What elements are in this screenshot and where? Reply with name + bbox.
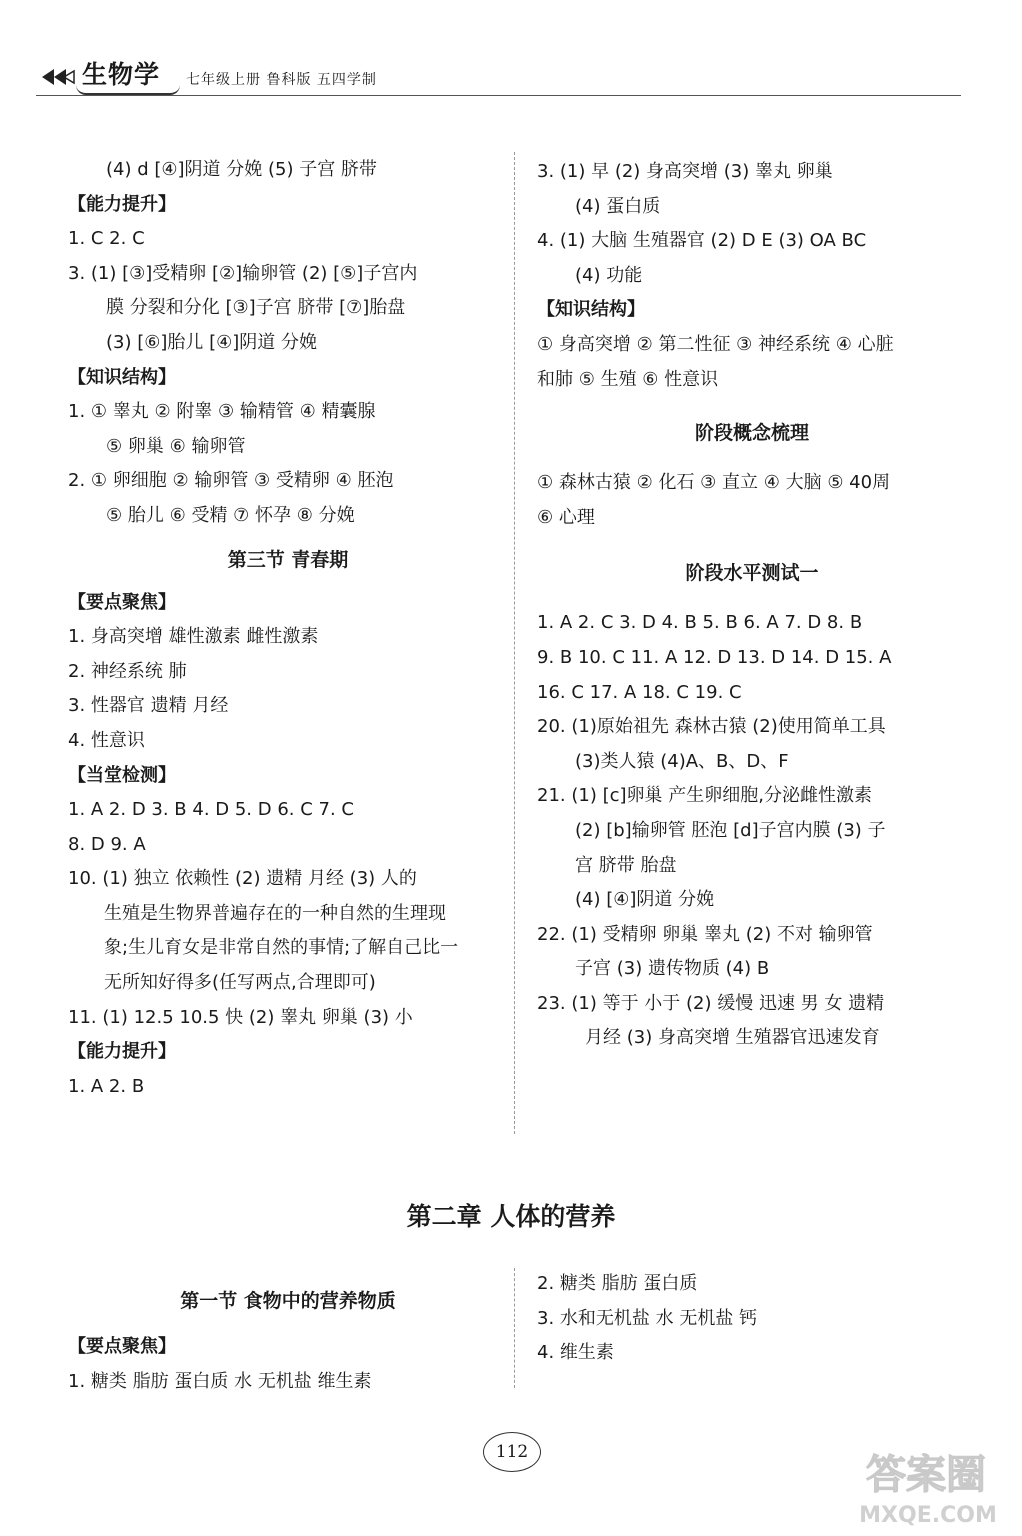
- section-heading: 【要点聚焦】: [68, 1336, 176, 1357]
- svg-text:答案圈: 答案圈: [866, 1452, 986, 1498]
- section-heading: 【知识结构】: [68, 366, 176, 388]
- section-title: 第三节 青春期: [227, 548, 349, 571]
- answer-line: 4. 性意识: [68, 729, 145, 751]
- right-column: [537, 155, 967, 1056]
- answer-line: 1. 身高突增 雄性激素 雌性激素: [68, 626, 319, 648]
- answer-line: 1. A 2. C 3. D 4. B 5. B 6. A 7. D 8. B: [537, 612, 863, 634]
- answer-line: ⑤ 胎儿 ⑥ 受精 ⑦ 怀孕 ⑧ 分娩: [106, 504, 355, 526]
- answer-line: 4. 维生素: [537, 1342, 614, 1364]
- answer-line: 8. D 9. A: [68, 833, 146, 855]
- header-rule: [36, 95, 961, 96]
- answer-line: ① 身高突增 ② 第二性征 ③ 神经系统 ④ 心脏: [537, 333, 894, 355]
- answer-line: 11. (1) 12.5 10.5 快 (2) 睾丸 卵巢 (3) 小: [68, 1006, 413, 1028]
- answer-line: 2. 神经系统 肺: [68, 660, 187, 682]
- answer-line: (4) d [④]阴道 分娩 (5) 子宫 脐带: [106, 159, 377, 180]
- answer-line: 21. (1) [c]卵巢 产生卵细胞,分泌雌性激素: [537, 785, 872, 807]
- chapter-title: 第二章 人体的营养: [406, 1202, 616, 1231]
- watermark-logo: [848, 1448, 1008, 1528]
- answer-line: 2. ① 卵细胞 ② 输卵管 ③ 受精卵 ④ 胚泡: [68, 470, 394, 492]
- answer-line: 生殖是生物界普遍存在的一种自然的生理现: [104, 902, 446, 924]
- page-header: [36, 55, 961, 97]
- section-title: 阶段水平测试一: [685, 562, 819, 585]
- bottom-right-column: [537, 1267, 967, 1371]
- answer-line: ⑤ 卵巢 ⑥ 输卵管: [106, 435, 246, 457]
- answer-line: 20. (1)原始祖先 森林古猿 (2)使用简单工具: [537, 716, 886, 738]
- answer-line: 3. 性器官 遗精 月经: [68, 695, 229, 717]
- answer-line: 3. (1) 早 (2) 身高突增 (3) 睾丸 卵巢: [537, 161, 833, 182]
- answer-line: 9. B 10. C 11. A 12. D 13. D 14. D 15. A: [537, 646, 892, 668]
- answer-line: 1. A 2. B: [68, 1075, 145, 1097]
- answer-line: 1. C 2. C: [68, 228, 145, 250]
- left-column: [68, 153, 508, 1104]
- answer-line: 和肺 ⑤ 生殖 ⑥ 性意识: [537, 368, 719, 390]
- answer-line: 2. 糖类 脂肪 蛋白质: [537, 1273, 698, 1294]
- section-heading: 【能力提升】: [68, 193, 176, 215]
- svg-text:MXQE.COM: MXQE.COM: [859, 1503, 997, 1528]
- bottom-left-column: [68, 1276, 508, 1399]
- section-heading: 【要点聚焦】: [68, 591, 176, 613]
- answer-line: 10. (1) 独立 依赖性 (2) 遗精 月经 (3) 人的: [68, 868, 417, 890]
- answer-line: 3. 水和无机盐 水 无机盐 钙: [537, 1307, 758, 1329]
- answer-line: 1. 糖类 脂肪 蛋白质 水 无机盐 维生素: [68, 1370, 372, 1392]
- column-divider: [514, 1268, 515, 1388]
- answer-line: (2) [b]输卵管 胚泡 [d]子宫内膜 (3) 子: [575, 819, 886, 841]
- page-number: 112: [483, 1432, 541, 1472]
- answer-line: 16. C 17. A 18. C 19. C: [537, 681, 742, 703]
- answer-line: (4) [④]阴道 分娩: [575, 889, 715, 911]
- section-heading: 【能力提升】: [68, 1041, 176, 1063]
- answer-line: 3. (1) [③]受精卵 [②]输卵管 (2) [⑤]子宫内: [68, 262, 418, 284]
- answer-line: 22. (1) 受精卵 卵巢 睾丸 (2) 不对 输卵管: [537, 923, 873, 945]
- section-heading: 【知识结构】: [537, 299, 645, 321]
- answer-line: ① 森林古猿 ② 化石 ③ 直立 ④ 大脑 ⑤ 40周: [537, 472, 891, 494]
- answer-line: (4) 蛋白质: [575, 195, 661, 217]
- subject-title: 生物学: [82, 59, 178, 91]
- answer-line: (3) [⑥]胎儿 [④]阴道 分娩: [106, 331, 318, 353]
- answer-line: ⑥ 心理: [537, 506, 595, 528]
- answer-line: 月经 (3) 身高突增 生殖器官迅速发育: [585, 1027, 880, 1049]
- answer-line: 1. A 2. D 3. B 4. D 5. D 6. C 7. C: [68, 799, 354, 821]
- answer-line: 子宫 (3) 遗传物质 (4) B: [575, 958, 770, 980]
- answer-line: (4) 功能: [575, 264, 643, 286]
- column-divider: [514, 152, 515, 1134]
- answer-line: 1. ① 睾丸 ② 附睾 ③ 输精管 ④ 精囊腺: [68, 401, 376, 423]
- answer-line: 4. (1) 大脑 生殖器官 (2) D E (3) OA BC: [537, 230, 867, 252]
- section-heading: 【当堂检测】: [68, 764, 176, 786]
- answer-line: 膜 分裂和分化 [③]子宫 脐带 [⑦]胎盘: [106, 297, 406, 319]
- answer-line: (3)类人猿 (4)A、B、D、F: [575, 750, 789, 772]
- answer-line: 23. (1) 等于 小于 (2) 缓慢 迅速 男 女 遗精: [537, 992, 885, 1014]
- answer-line: 象;生儿育女是非常自然的事情;了解自己比一: [104, 937, 459, 959]
- answer-line: 无所知好得多(任写两点,合理即可): [104, 972, 376, 994]
- book-info: 七年级上册 鲁科版 五四学制: [186, 72, 377, 88]
- answer-line: 宫 脐带 胎盘: [575, 854, 677, 876]
- double-arrow-left-icon: [42, 69, 76, 85]
- section-title: 阶段概念梳理: [694, 422, 809, 445]
- section-title: 第一节 食物中的营养物质: [180, 1290, 396, 1312]
